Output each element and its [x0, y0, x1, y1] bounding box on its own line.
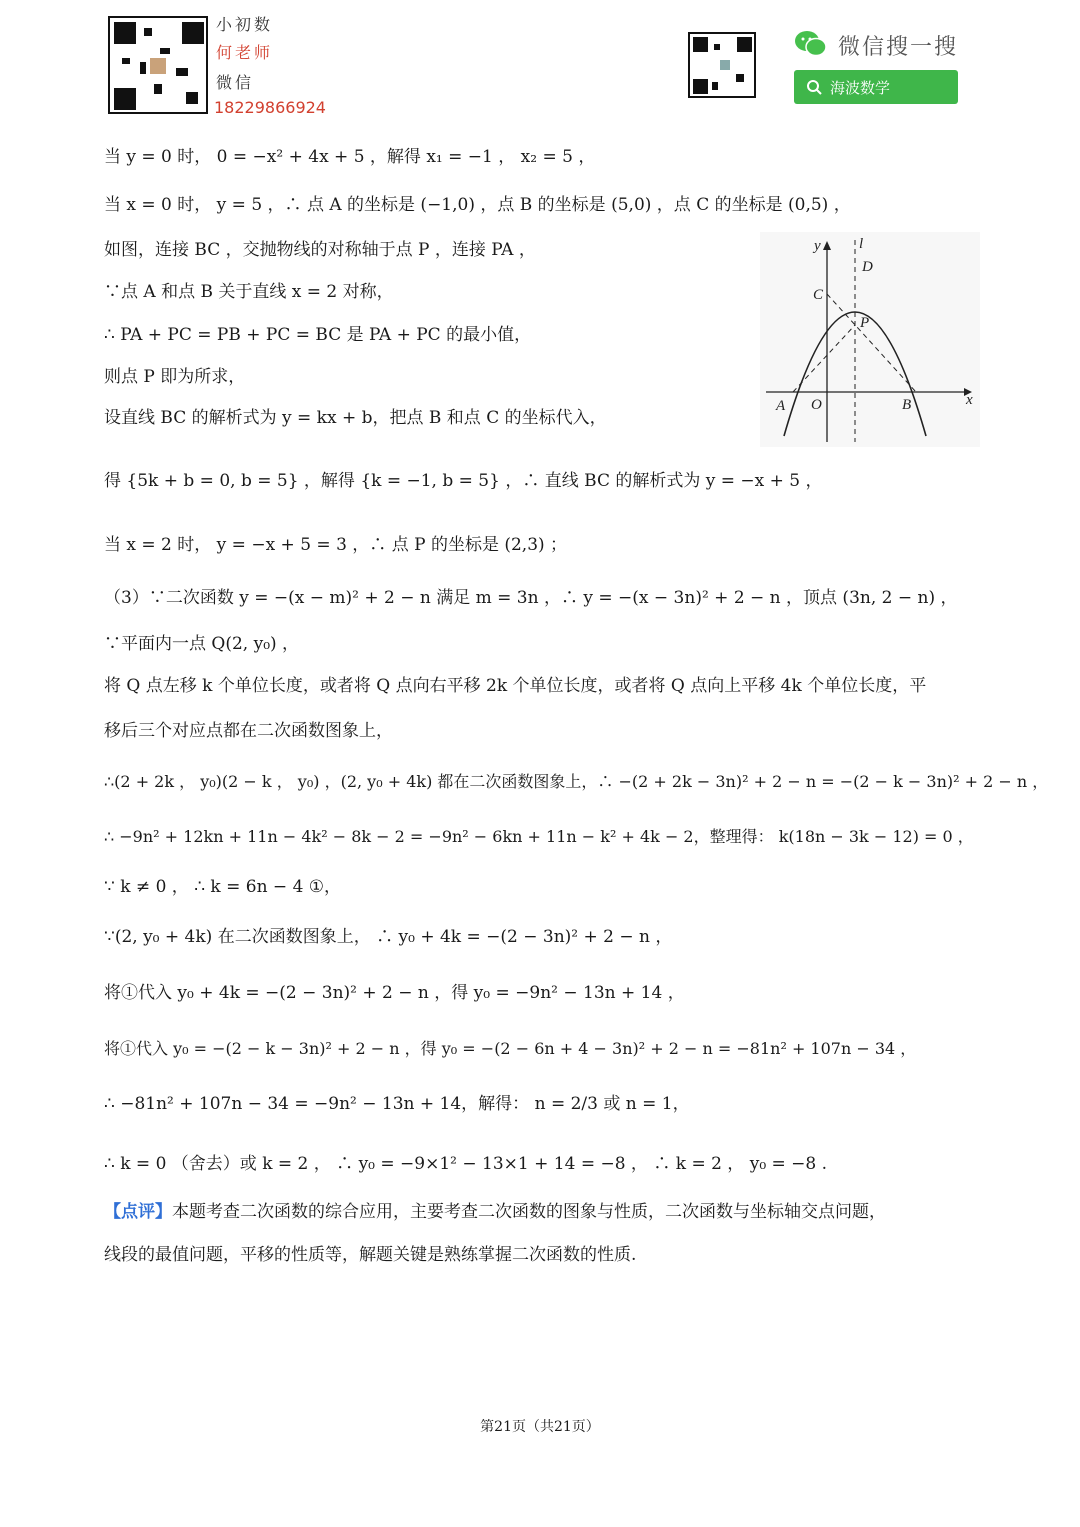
solution-line: ∵平面内一点 Q(2, y₀) ，: [104, 634, 300, 654]
contact-line-2: 何老师: [216, 43, 274, 62]
label-D: D: [862, 259, 873, 275]
solution-line: 则点 P 即为所求，: [104, 367, 246, 387]
remark-tag: 【点评】: [104, 1202, 172, 1222]
label-O: O: [811, 397, 822, 413]
label-B: B: [902, 397, 912, 413]
solution-line: ∵点 A 和点 B 关于直线 x = 2 对称，: [104, 282, 394, 302]
search-icon: [806, 79, 822, 95]
solution-line: ∵(2, y₀ + 4k) 在二次函数图象上， ∴ y₀ + 4k = −(2 − 3n)² + 2 − n ，: [104, 927, 673, 947]
contact-line-3: 微信: [216, 73, 255, 92]
solution-line: 当 y = 0 时， 0 = −x² + 4x + 5 ，解得 x₁ = −1 ， x₂ = 5 ，: [104, 147, 596, 167]
search-button[interactable]: [794, 70, 958, 104]
solution-line: ∴ PA + PC = PB + PC = BC 是 PA + PC 的最小值，: [104, 325, 532, 345]
label-C: C: [813, 287, 824, 303]
solution-line: 当 x = 0 时， y = 5 ，∴ 点 A 的坐标是 (−1,0) ，点 B 的坐标是 (5,0) ，点 C 的坐标是 (0,5) ，: [104, 195, 851, 215]
solution-line: 设直线 BC 的解析式为 y = kx + b，把点 B 和点 C 的坐标代入，: [104, 408, 607, 428]
wechat-search-title: 微信搜一搜: [838, 35, 959, 60]
remark-text-line-1: 本题考查二次函数的综合应用，主要考查二次函数的图象与性质，二次函数与坐标轴交点问题，: [172, 1202, 886, 1222]
remark-text-line-2: 线段的最值问题，平移的性质等，解题关键是熟练掌握二次函数的性质.: [104, 1245, 637, 1265]
remark-paragraph: [104, 1201, 886, 1223]
solution-line: 当 x = 2 时， y = −x + 5 = 3 ，∴ 点 P 的坐标是 (2,3) ；: [104, 535, 568, 555]
solution-line: （3）∵二次函数 y = −(x − m)² + 2 − n 满足 m = 3n ，∴ y = −(x − 3n)² + 2 − n ，顶点 (3n, 2 − n) ，: [104, 588, 958, 608]
label-y: y: [814, 238, 821, 254]
solution-line: 将 Q 点左移 k 个单位长度，或者将 Q 点向右平移 2k 个单位长度，或者将 Q 点向上平移 4k 个单位长度，平: [104, 676, 927, 696]
label-x: x: [966, 392, 973, 408]
contact-line-1: 小初数: [216, 15, 274, 34]
qr-code-icon: [688, 32, 756, 98]
solution-line: 将①代入 y₀ = −(2 − k − 3n)² + 2 − n ，得 y₀ = −(2 − 6n + 4 − 3n)² + 2 − n = −81n² + 107n − 34 ，: [104, 1039, 917, 1058]
contact-phone: 18229866924: [214, 98, 326, 117]
solution-line: ∵ k ≠ 0 ， ∴ k = 6n − 4 ①，: [104, 877, 342, 897]
parabola-figure: [760, 232, 980, 447]
qr-code-icon: [108, 16, 208, 114]
solution-line: 移后三个对应点都在二次函数图象上，: [104, 721, 393, 741]
solution-line: 将①代入 y₀ + 4k = −(2 − 3n)² + 2 − n ，得 y₀ = −9n² − 13n + 14 ，: [104, 983, 685, 1003]
label-l: l: [859, 236, 864, 252]
solution-line: ∴ −81n² + 107n − 34 = −9n² − 13n + 14，解得： n = 2/3 或 n = 1，: [104, 1094, 690, 1114]
search-button-label: 海波数学: [830, 78, 891, 97]
solution-line: 如图，连接 BC ，交抛物线的对称轴于点 P ，连接 PA ，: [104, 240, 536, 260]
page-number: 第21页（共21页）: [480, 1419, 600, 1435]
label-P: P: [860, 315, 870, 331]
wechat-icon: [794, 30, 828, 58]
label-A: A: [776, 398, 786, 414]
solution-line: 得 {5k + b = 0, b = 5} ，解得 {k = −1, b = 5} ，∴ 直线 BC 的解析式为 y = −x + 5 ，: [104, 471, 823, 491]
solution-line: ∴ −9n² + 12kn + 11n − 4k² − 8k − 2 = −9n² − 6kn + 11n − k² + 4k − 2，整理得： k(18n − 3k − 12) = 0 ，: [104, 827, 974, 846]
solution-line: ∴ k = 0 （舍去）或 k = 2 ， ∴ y₀ = −9×1² − 13×1 + 14 = −8 ， ∴ k = 2 ， y₀ = −8 .: [104, 1154, 828, 1174]
solution-line: ∴(2 + 2k ， y₀)(2 − k ， y₀) ，(2, y₀ + 4k) 都在二次函数图象上，∴ −(2 + 2k − 3n)² + 2 − n = −(2 − k − 3n)² + 2 − n ，: [104, 772, 1049, 791]
